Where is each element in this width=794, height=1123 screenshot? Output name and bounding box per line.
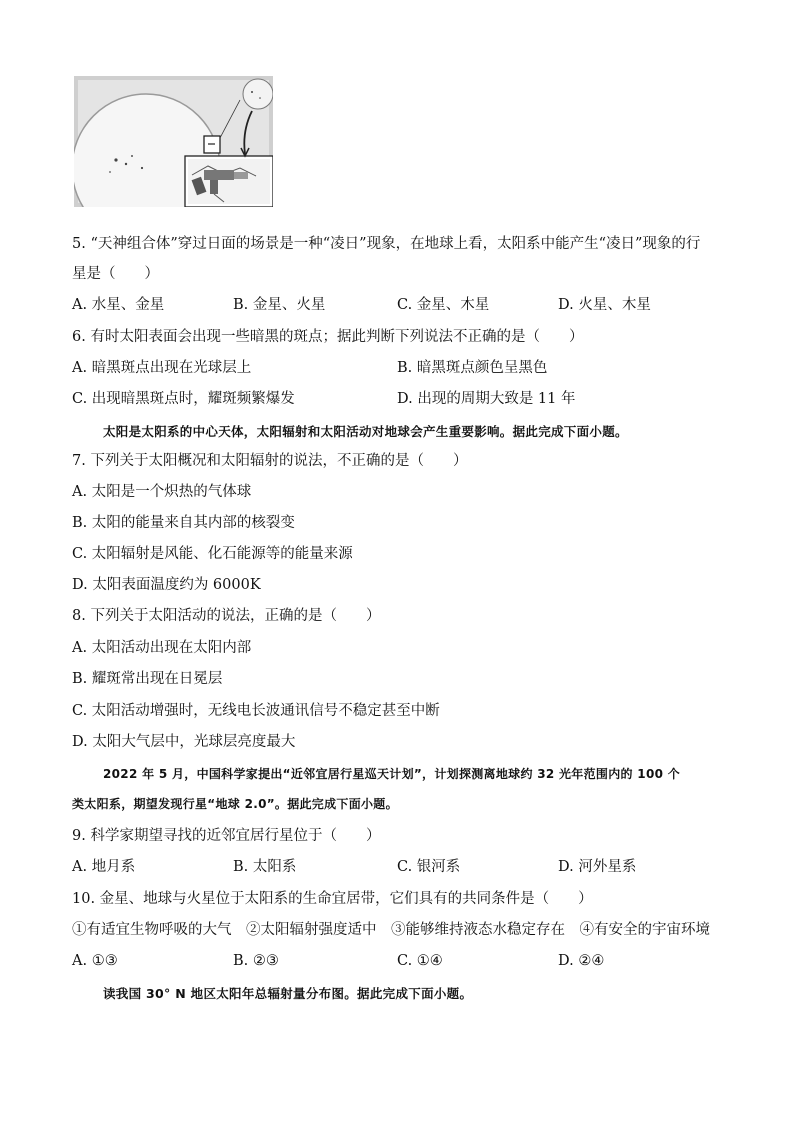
q5-option-c: C. 金星、木星 [397, 297, 490, 313]
q10-option-d: D. ②④ [558, 953, 605, 969]
sunspot [114, 158, 117, 161]
q9-option-b: B. 太阳系 [233, 859, 297, 875]
q7-option-b: B. 太阳的能量来自其内部的核裂变 [72, 515, 295, 531]
section-intro-2-cont: 类太阳系，期望发现行星“地球 2.0”。据此完成下面小题。 [72, 797, 398, 811]
q7-option-d: D. 太阳表面温度约为 6000K [72, 577, 261, 593]
q5-option-a: A. 水星、金星 [72, 297, 165, 313]
q6-option-d: D. 出现的周期大致是 11 年 [397, 391, 576, 407]
q10-option-b: B. ②③ [233, 953, 279, 969]
q10-stem: 10. 金星、地球与火星位于太阳系的生命宜居带，它们具有的共同条件是（ ） [72, 891, 593, 907]
q6-stem: 6. 有时太阳表面会出现一些暗黑的斑点；据此判断下列说法不正确的是（ ） [72, 329, 584, 345]
q9-stem: 9. 科学家期望寻找的近邻宜居行星位于（ ） [72, 828, 381, 844]
space-station [204, 170, 234, 180]
q8-option-d: D. 太阳大气层中，光球层亮度最大 [72, 734, 296, 750]
q10-option-c: C. ①④ [397, 953, 443, 969]
transit-figure [74, 76, 273, 207]
q9-option-c: C. 银河系 [397, 859, 461, 875]
q5-option-d: D. 火星、木星 [558, 297, 651, 313]
section-intro-2: 2022 年 5 月，中国科学家提出“近邻宜居行星巡天计划”，计划探测离地球约 32 光年范围内的 100 个 [103, 767, 681, 781]
q6-option-b: B. 暗黑斑点颜色呈黑色 [397, 360, 548, 376]
section-intro-1: 太阳是太阳系的中心天体，太阳辐射和太阳活动对地球会产生重要影响。据此完成下面小题。 [103, 424, 628, 439]
q6-option-c: C. 出现暗黑斑点时，耀斑频繁爆发 [72, 391, 295, 407]
q8-option-c: C. 太阳活动增强时，无线电长波通讯信号不稳定甚至中断 [72, 703, 440, 719]
q9-option-d: D. 河外星系 [558, 859, 637, 875]
q10-conditions: ①有适宜生物呼吸的大气 ②太阳辐射强度适中 ③能够维持液态水稳定存在 ④有安全的宇宙环境 [72, 922, 710, 938]
q6-option-a: A. 暗黑斑点出现在光球层上 [72, 360, 252, 376]
q5-stem-cont: 星是（ ） [72, 266, 159, 282]
q7-option-a: A. 太阳是一个炽热的气体球 [72, 484, 252, 500]
small-sun-icon [243, 79, 273, 109]
q8-stem: 8. 下列关于太阳活动的说法，正确的是（ ） [72, 608, 381, 624]
q8-option-a: A. 太阳活动出现在太阳内部 [72, 640, 252, 656]
q8-option-b: B. 耀斑常出现在日冕层 [72, 671, 223, 687]
section-intro-3: 读我国 30° N 地区太阳年总辐射量分布图。据此完成下面小题。 [103, 986, 473, 1001]
q5-stem: 5. “天神组合体”穿过日面的场景是一种“凌日”现象，在地球上看，太阳系中能产生“凌日”现象的行 [72, 236, 701, 252]
q7-stem: 7. 下列关于太阳概况和太阳辐射的说法，不正确的是（ ） [72, 453, 468, 469]
q9-option-a: A. 地月系 [72, 859, 136, 875]
q10-option-a: A. ①③ [72, 953, 118, 969]
q5-option-b: B. 金星、火星 [233, 297, 326, 313]
q7-option-c: C. 太阳辐射是风能、化石能源等的能量来源 [72, 546, 353, 562]
